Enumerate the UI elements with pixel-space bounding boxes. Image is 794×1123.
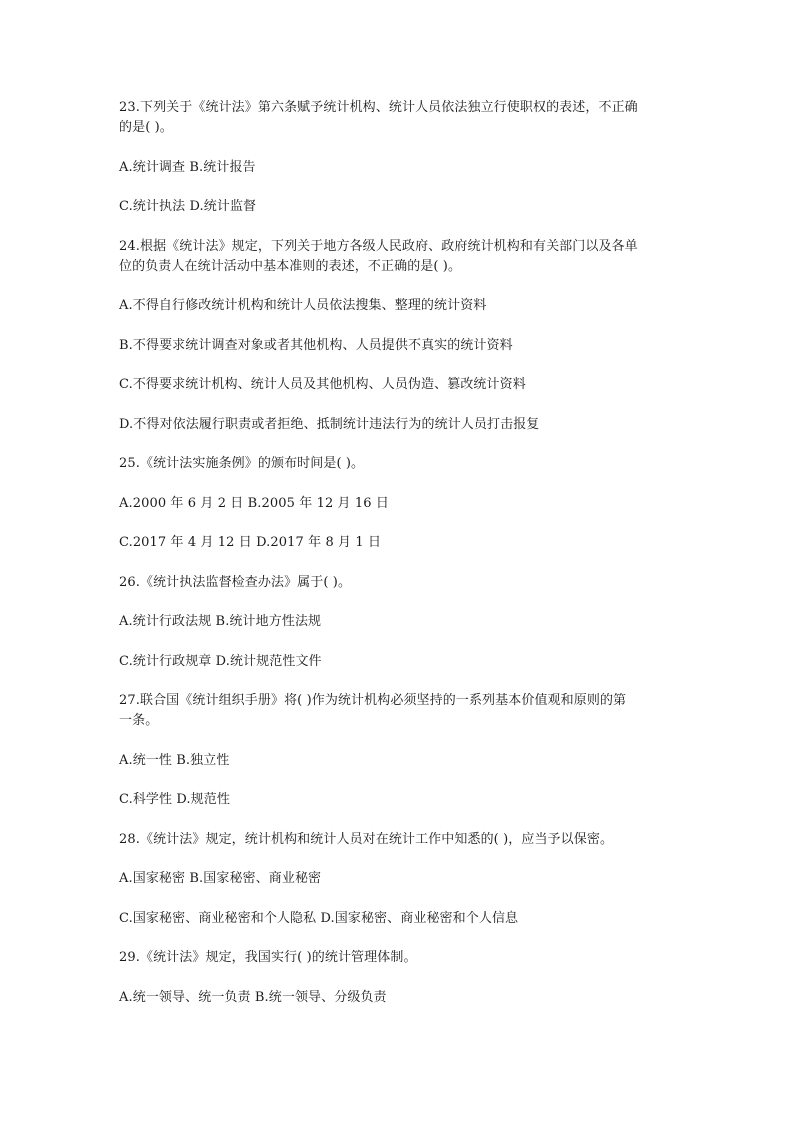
question-24-stem-line-1: 24.根据《统计法》规定，下列关于地方各级人民政府、政府统计机构和有关部门以及各单 (119, 239, 638, 254)
question-25-option-line-2: C.2017 年 4 月 12 日 D.2017 年 8 月 1 日 (119, 535, 382, 550)
question-24-stem-line-2: 位的负责人在统计活动中基本准则的表述，不正确的是( )。 (119, 259, 462, 274)
question-27-stem-line-2: 一条。 (119, 713, 159, 728)
question-27-option-line-2: C.科学性 D.规范性 (119, 792, 230, 807)
question-23-option-line-2: C.统计执法 D.统计监督 (119, 199, 257, 214)
question-23-option-line-1: A.统计调查 B.统计报告 (119, 160, 256, 175)
question-29-stem: 29.《统计法》规定，我国实行( )的统计管理体制。 (119, 950, 417, 965)
question-28-option-line-1: A.国家秘密 B.国家秘密、商业秘密 (119, 871, 322, 886)
question-25-stem: 25.《统计法实施条例》的颁布时间是( )。 (119, 456, 365, 471)
question-25-option-line-1: A.2000 年 6 月 2 日 B.2005 年 12 月 16 日 (119, 496, 389, 511)
question-26-option-line-2: C.统计行政规章 D.统计规范性文件 (119, 654, 322, 669)
question-27-stem-line-1: 27.联合国《统计组织手册》将( )作为统计机构必须坚持的一系列基本价值观和原则的第 (119, 693, 627, 708)
question-28-stem: 28.《统计法》规定，统计机构和统计人员对在统计工作中知悉的( )，应当予以保密。 (119, 832, 614, 847)
question-26-option-line-1: A.统计行政法规 B.统计地方性法规 (119, 614, 322, 629)
question-24-option-d: D.不得对依法履行职责或者拒绝、抵制统计违法行为的统计人员打击报复 (119, 417, 540, 432)
question-27-option-line-1: A.统一性 B.独立性 (119, 753, 230, 768)
question-24-option-a: A.不得自行修改统计机构和统计人员依法搜集、整理的统计资料 (119, 298, 487, 313)
question-23-stem-line-1: 23.下列关于《统计法》第六条赋予统计机构、统计人员依法独立行使职权的表述，不正确 (119, 100, 638, 115)
question-28-option-line-2: C.国家秘密、商业秘密和个人隐私 D.国家秘密、商业秘密和个人信息 (119, 911, 519, 926)
question-26-stem: 26.《统计执法监督检查办法》属于( )。 (119, 575, 352, 590)
question-24-option-b: B.不得要求统计调查对象或者其他机构、人员提供不真实的统计资料 (119, 338, 513, 353)
question-29-option-line-1: A.统一领导、统一负责 B.统一领导、分级负责 (119, 990, 387, 1005)
question-24-option-c: C.不得要求统计机构、统计人员及其他机构、人员伪造、篡改统计资料 (119, 377, 526, 392)
question-23-stem-line-2: 的是( )。 (119, 120, 173, 135)
